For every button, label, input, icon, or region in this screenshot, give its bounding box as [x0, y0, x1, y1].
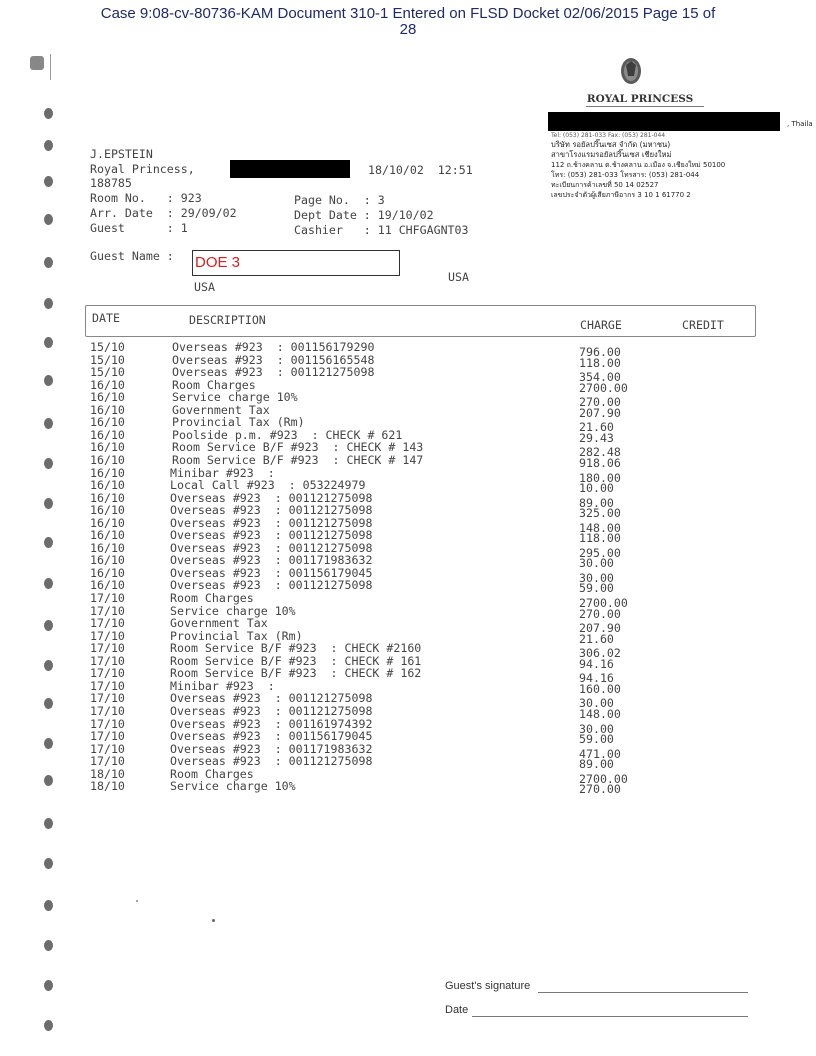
- row-description: Overseas #923 : 001156179045: [170, 565, 373, 580]
- punch-hole: [44, 775, 53, 786]
- row-description: Overseas #923 : 001121275098: [172, 365, 375, 380]
- guest-country-right: USA: [448, 270, 469, 284]
- row-description: Poolside p.m. #923 : CHECK # 621: [172, 427, 403, 442]
- row-date: 16/10: [90, 490, 125, 505]
- row-charge: 94.16: [579, 671, 614, 686]
- hotel-address-cropped: , Thaila: [787, 120, 813, 128]
- punch-hole: [44, 375, 53, 386]
- row-description: Minibar #923 :: [170, 678, 275, 693]
- row-description: Minibar #923 :: [170, 465, 275, 480]
- row-date: 17/10: [90, 666, 125, 681]
- table-row: [90, 729, 816, 747]
- row-description: Room Charges: [172, 377, 256, 392]
- row-date: 15/10: [90, 340, 125, 354]
- scan-mark: [30, 56, 44, 70]
- table-row: [90, 779, 816, 797]
- row-charge: 796.00: [579, 345, 621, 359]
- row-date: 18/10: [90, 766, 125, 781]
- row-description: Room Service B/F #923 : CHECK # 147: [172, 452, 424, 467]
- table-row: [90, 578, 816, 596]
- punch-hole: [44, 498, 53, 509]
- row-charge: 160.00: [579, 681, 621, 696]
- row-charge: 2700.00: [579, 596, 628, 610]
- row-charge: 59.00: [579, 581, 614, 596]
- table-row: [90, 478, 816, 496]
- punch-hole: [44, 940, 53, 951]
- row-description: Service charge 10%: [170, 603, 296, 618]
- punch-hole: [44, 698, 53, 709]
- row-date: 15/10: [90, 352, 125, 367]
- punch-hole: [44, 140, 53, 151]
- row-description: Overseas #923 : 001121275098: [170, 528, 373, 543]
- punch-hole: [44, 458, 53, 469]
- row-date: 17/10: [90, 653, 125, 668]
- table-row: [90, 490, 816, 510]
- row-charge: 29.43: [579, 430, 614, 445]
- row-charge: 30.00: [579, 721, 614, 736]
- row-description: Provincial Tax (Rm): [170, 628, 303, 643]
- table-row: [90, 503, 816, 521]
- hotel-logo-text: ROYAL PRINCESS: [586, 93, 694, 105]
- row-description: Room Service B/F #923 : CHECK # 161: [170, 653, 422, 668]
- row-date: 16/10: [90, 402, 125, 417]
- row-charge: 30.00: [579, 556, 614, 571]
- punch-hole: [44, 298, 53, 309]
- row-charge: 94.16: [579, 656, 614, 671]
- row-charge: 918.06: [579, 455, 621, 470]
- punch-hole: [44, 858, 53, 869]
- row-charge: 10.00: [579, 481, 614, 496]
- row-date: 16/10: [90, 452, 125, 467]
- guest-name-label: Guest Name :: [90, 249, 174, 263]
- row-description: Overseas #923 : 001121275098: [170, 691, 373, 706]
- row-charge: 30.00: [579, 696, 614, 711]
- punch-hole: [44, 537, 53, 548]
- row-description: Local Call #923 : 053224979: [170, 478, 366, 493]
- row-charge: 270.00: [579, 782, 621, 797]
- guest-signature-line[interactable]: [538, 992, 748, 993]
- row-charge: 282.48: [579, 445, 621, 460]
- row-charge: 30.00: [579, 570, 614, 585]
- redaction-bar: [548, 112, 780, 131]
- row-description: Overseas #923 : 001156179290: [172, 340, 375, 354]
- hotel-thai-line-4: โทร: (053) 281-033 โทรสาร: (053) 281-044: [551, 171, 700, 179]
- row-charge: 89.00: [579, 495, 614, 510]
- row-charge: 118.00: [579, 355, 621, 370]
- column-header-date: DATE: [92, 311, 120, 325]
- guest-company: Royal Princess,: [90, 162, 195, 176]
- row-date: 17/10: [90, 691, 125, 706]
- row-description: Overseas #923 : 001171983632: [170, 741, 373, 756]
- departure-date: Dept Date : 19/10/02: [294, 208, 434, 222]
- punch-hole: [44, 214, 53, 225]
- date-line[interactable]: [472, 1016, 748, 1017]
- scan-speck: [212, 919, 215, 922]
- row-description: Government Tax: [170, 616, 268, 631]
- row-charge: 295.00: [579, 545, 621, 560]
- row-date: 16/10: [90, 515, 125, 530]
- guest-name-value: DOE 3: [195, 254, 241, 271]
- row-description: Overseas #923 : 001121275098: [170, 515, 373, 530]
- guest-name-box: [192, 250, 400, 276]
- row-date: 15/10: [90, 365, 125, 380]
- hotel-phone-line: Tel: (053) 281-033 Fax: (053) 281-044: [551, 132, 666, 139]
- row-charge: 21.60: [579, 631, 614, 646]
- hotel-thai-line-6: เลขประจำตัวผู้เสียภาษีอากร 3 10 1 61770 2: [551, 191, 691, 199]
- punch-hole: [44, 578, 53, 589]
- row-charge: 148.00: [579, 706, 621, 721]
- row-description: Room Charges: [170, 766, 254, 781]
- row-date: 17/10: [90, 703, 125, 718]
- row-charge: 118.00: [579, 531, 621, 546]
- row-date: 16/10: [90, 415, 125, 430]
- punch-hole: [44, 620, 53, 631]
- row-charge: 306.02: [579, 646, 621, 661]
- table-row: [90, 565, 816, 585]
- row-description: Room Service B/F #923 : CHECK # 162: [170, 666, 422, 681]
- table-row: [90, 716, 816, 736]
- column-header-charge: CHARGE: [580, 318, 622, 332]
- table-row: [90, 540, 816, 560]
- row-description: Overseas #923 : 001121275098: [170, 754, 373, 769]
- charges-table-body: [90, 340, 790, 800]
- row-date: 16/10: [90, 553, 125, 568]
- row-charge: 2700.00: [579, 771, 628, 786]
- table-row: [90, 553, 816, 571]
- row-date: 18/10: [90, 779, 125, 794]
- column-header-description: DESCRIPTION: [189, 313, 266, 327]
- row-charge: 471.00: [579, 746, 621, 761]
- folio-datetime: 18/10/02 12:51: [368, 163, 473, 177]
- row-date: 17/10: [90, 678, 125, 693]
- row-description: Service charge 10%: [170, 779, 296, 794]
- row-description: Overseas #923 : 001161974392: [170, 716, 373, 731]
- row-date: 17/10: [90, 603, 125, 618]
- table-row: [90, 691, 816, 711]
- row-charge: 207.90: [579, 621, 621, 636]
- royal-princess-crest-icon: [620, 56, 642, 86]
- guest-country-left: USA: [194, 280, 215, 294]
- punch-hole: [44, 1020, 53, 1031]
- punch-hole: [44, 738, 53, 749]
- punch-hole: [44, 980, 53, 991]
- table-row: [90, 754, 816, 772]
- court-header-line-1: Case 9:08-cv-80736-KAM Document 310-1 Entered on FLSD Docket 02/06/2015 Page 15 of: [100, 5, 716, 22]
- row-date: 17/10: [90, 641, 125, 656]
- column-header-credit: CREDIT: [682, 318, 724, 332]
- date-label: Date: [445, 1004, 469, 1016]
- row-date: 16/10: [90, 503, 125, 518]
- row-date: 16/10: [90, 578, 125, 593]
- table-row: [90, 591, 816, 610]
- guest-signature-label: Guest's signature: [445, 980, 531, 992]
- guest-account-number: 188785: [90, 176, 132, 190]
- table-row: [90, 766, 816, 786]
- redaction-bar: [230, 160, 350, 178]
- table-header-box: [85, 305, 756, 337]
- row-date: 16/10: [90, 440, 125, 455]
- row-description: Overseas #923 : 001156179045: [170, 729, 373, 744]
- table-row: [90, 340, 816, 359]
- scan-mark-line: [50, 54, 51, 80]
- row-description: Overseas #923 : 001121275098: [170, 703, 373, 718]
- row-description: Room Service B/F #923 : CHECK # 143: [172, 440, 424, 455]
- room-number: Room No. : 923: [90, 191, 202, 205]
- hotel-thai-line-1: บริษัท รอยัลปริ๊นเซส จำกัด (มหาชน): [551, 140, 671, 149]
- hotel-thai-line-3: 112 ถ.ช้างคลาน ต.ช้างคลาน อ.เมือง จ.เชียงใหม่ 50100: [551, 161, 726, 169]
- row-date: 16/10: [90, 377, 125, 392]
- row-description: Room Charges: [170, 591, 254, 605]
- punch-hole: [44, 418, 53, 429]
- row-description: Overseas #923 : 001171983632: [170, 553, 373, 568]
- row-date: 16/10: [90, 390, 125, 405]
- table-row: [90, 741, 816, 761]
- row-charge: 207.90: [579, 405, 621, 420]
- table-row: [90, 515, 816, 535]
- table-row: [90, 528, 816, 546]
- logo-underline: [586, 106, 704, 107]
- row-date: 17/10: [90, 754, 125, 769]
- row-charge: 180.00: [579, 470, 621, 485]
- punch-hole: [44, 818, 53, 829]
- scan-speck: [136, 900, 138, 902]
- row-charge: 21.60: [579, 420, 614, 435]
- row-description: Service charge 10%: [172, 390, 298, 405]
- row-date: 17/10: [90, 628, 125, 643]
- row-date: 17/10: [90, 729, 125, 744]
- page-number: Page No. : 3: [294, 193, 385, 207]
- row-charge: 89.00: [579, 757, 614, 772]
- row-description: Overseas #923 : 001156165548: [172, 352, 375, 367]
- row-date: 16/10: [90, 427, 125, 442]
- row-date: 16/10: [90, 540, 125, 555]
- row-date: 17/10: [90, 716, 125, 731]
- row-date: 16/10: [90, 528, 125, 543]
- punch-hole: [44, 900, 53, 911]
- row-charge: 325.00: [579, 506, 621, 521]
- row-description: Overseas #923 : 001121275098: [170, 503, 373, 518]
- punch-hole: [44, 108, 53, 119]
- punch-hole: [44, 660, 53, 671]
- row-description: Provincial Tax (Rm): [172, 415, 305, 430]
- cashier-id: Cashier : 11 CHFGAGNT03: [294, 223, 469, 237]
- row-charge: 59.00: [579, 732, 614, 747]
- row-description: Overseas #923 : 001121275098: [170, 578, 373, 593]
- table-row: [90, 465, 816, 485]
- row-description: Overseas #923 : 001121275098: [170, 540, 373, 555]
- row-description: Government Tax: [172, 402, 270, 417]
- hotel-thai-line-2: สาขาโรงแรมรอยัลปริ๊นเซส เชียงใหม่: [551, 150, 672, 159]
- row-charge: 270.00: [579, 606, 621, 621]
- row-charge: 354.00: [579, 370, 621, 385]
- punch-hole: [44, 176, 53, 187]
- row-date: 17/10: [90, 591, 125, 605]
- arrival-date: Arr. Date : 29/09/02: [90, 206, 237, 220]
- row-charge: 148.00: [579, 520, 621, 535]
- punch-hole: [44, 257, 53, 268]
- row-charge: 270.00: [579, 395, 621, 410]
- guest-count: Guest : 1: [90, 221, 188, 235]
- row-description: Overseas #923 : 001121275098: [170, 490, 373, 505]
- row-date: 16/10: [90, 465, 125, 480]
- row-date: 16/10: [90, 565, 125, 580]
- guest-name-line: J.EPSTEIN: [90, 147, 153, 161]
- row-date: 17/10: [90, 741, 125, 756]
- hotel-thai-line-5: ทะเบียนการค้าเลขที่ 50 14 02527: [551, 181, 659, 189]
- row-date: 17/10: [90, 616, 125, 631]
- row-charge: 2700.00: [579, 380, 628, 395]
- row-description: Room Service B/F #923 : CHECK #2160: [170, 641, 422, 656]
- punch-hole: [44, 337, 53, 348]
- court-header-line-2: 28: [399, 21, 417, 38]
- row-date: 16/10: [90, 478, 125, 493]
